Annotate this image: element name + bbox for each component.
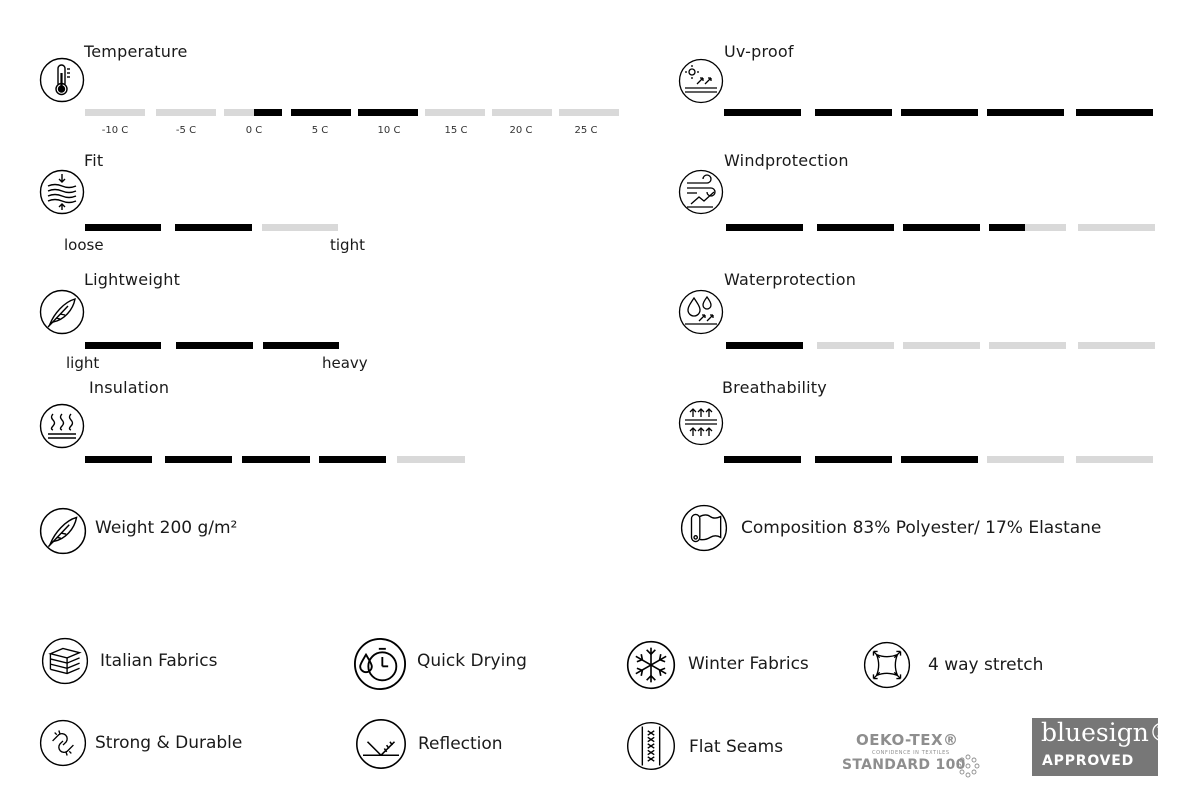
- insulation-segment: [165, 456, 232, 463]
- feather-icon: [38, 506, 88, 556]
- breathability-segment: [1076, 456, 1153, 463]
- temp-tick-label: 15 C: [444, 125, 468, 136]
- fit-compress-icon: [38, 168, 86, 216]
- wind-icon: [677, 168, 725, 216]
- temp-tick-label: 25 C: [574, 125, 598, 136]
- insulation-title: Insulation: [89, 378, 170, 397]
- fit-title: Fit: [84, 151, 104, 170]
- temp-segment: [156, 109, 216, 116]
- waterprotection-segment: [726, 342, 803, 349]
- oeko-tex-dots-icon: [955, 753, 981, 779]
- feature-label: 4 way stretch: [928, 655, 1044, 675]
- fit-segment: [262, 224, 338, 231]
- temp-tick-label: 20 C: [509, 125, 533, 136]
- fit-segment: [85, 224, 161, 231]
- uvproof-segment: [815, 109, 892, 116]
- insulation-segment: [242, 456, 310, 463]
- breathability-segment: [901, 456, 978, 463]
- insulation-segment: [319, 456, 386, 463]
- waterprotection-segment: [817, 342, 894, 349]
- feather-icon: [38, 288, 86, 336]
- heat-waves-icon: [38, 402, 86, 450]
- lightweight-segment: [176, 342, 253, 349]
- sun-uv-icon: [677, 57, 725, 105]
- chain-link-icon: [38, 718, 88, 768]
- breathability-segment: [987, 456, 1064, 463]
- fit-max-label: tight: [330, 236, 365, 254]
- feature-label: Flat Seams: [689, 737, 784, 757]
- temp-tick-label: -10 C: [101, 125, 129, 136]
- bluesign-wordmark: bluesign®: [1041, 718, 1174, 747]
- windprotection-segment: [726, 224, 803, 231]
- insulation-segment: [397, 456, 465, 463]
- breathability-segment: [724, 456, 801, 463]
- composition-label: Composition 83% Polyester/ 17% Elastane: [741, 518, 1102, 538]
- breathability-segment: [815, 456, 892, 463]
- breathable-arrows-icon: [677, 399, 725, 447]
- feature-label: Winter Fabrics: [688, 654, 809, 674]
- oeko-tex-tagline: CONFIDENCE IN TEXTILES: [872, 750, 950, 756]
- temp-segment: [224, 109, 282, 116]
- lightweight-max-label: heavy: [322, 354, 368, 372]
- temp-segment: [85, 109, 145, 116]
- windprotection-segment: [1078, 224, 1155, 231]
- fit-segment: [175, 224, 252, 231]
- windprotection-segment: [903, 224, 980, 231]
- bluesign-approved: APPROVED: [1042, 753, 1135, 769]
- fabric-roll-icon: [679, 503, 729, 553]
- waterprotection-segment: [989, 342, 1066, 349]
- lightweight-segment: [85, 342, 161, 349]
- lightweight-min-label: light: [66, 354, 100, 372]
- uvproof-segment: [724, 109, 801, 116]
- water-drops-icon: [677, 288, 725, 336]
- windprotection-title: Windprotection: [724, 151, 849, 170]
- breathability-title: Breathability: [722, 378, 827, 397]
- temp-segment: [492, 109, 552, 116]
- uvproof-segment: [987, 109, 1064, 116]
- uvproof-segment: [901, 109, 978, 116]
- flat-seam-icon: [625, 720, 677, 772]
- stretch-arrows-icon: [862, 640, 912, 690]
- uvproof-segment: [1076, 109, 1153, 116]
- thermometer-icon: [38, 56, 86, 104]
- lightweight-segment: [263, 342, 339, 349]
- oeko-tex-standard: STANDARD 100: [842, 757, 966, 773]
- bluesign-badge: [1032, 718, 1174, 776]
- fabric-stack-icon: [40, 636, 90, 686]
- waterprotection-segment: [1078, 342, 1155, 349]
- temp-segment: [291, 109, 351, 116]
- uvproof-title: Uv-proof: [724, 42, 794, 61]
- weight-label: Weight 200 g/m²: [95, 518, 238, 538]
- waterprotection-segment: [903, 342, 980, 349]
- snowflake-icon: [625, 639, 677, 691]
- temp-segment: [425, 109, 485, 116]
- fit-min-label: loose: [64, 236, 104, 254]
- feature-label: Strong & Durable: [95, 733, 243, 753]
- temp-segment: [358, 109, 418, 116]
- temp-tick-label: 0 C: [245, 125, 263, 136]
- oeko-tex-logo: [842, 731, 992, 777]
- waterprotection-title: Waterprotection: [724, 270, 857, 289]
- temp-tick-label: 10 C: [377, 125, 401, 136]
- reflection-icon: [354, 717, 408, 771]
- windprotection-segment: [817, 224, 894, 231]
- feature-label: Italian Fabrics: [100, 651, 218, 671]
- temperature-title: Temperature: [84, 42, 188, 61]
- temp-tick-label: 5 C: [311, 125, 329, 136]
- temp-tick-label: -5 C: [175, 125, 197, 136]
- oeko-tex-title: OEKO-TEX®: [856, 731, 959, 749]
- windprotection-segment: [989, 224, 1066, 231]
- feature-label: Quick Drying: [417, 651, 527, 671]
- stopwatch-drop-icon: [352, 636, 408, 692]
- temp-segment: [559, 109, 619, 116]
- lightweight-title: Lightweight: [84, 270, 181, 289]
- insulation-segment: [85, 456, 152, 463]
- feature-label: Reflection: [418, 734, 503, 754]
